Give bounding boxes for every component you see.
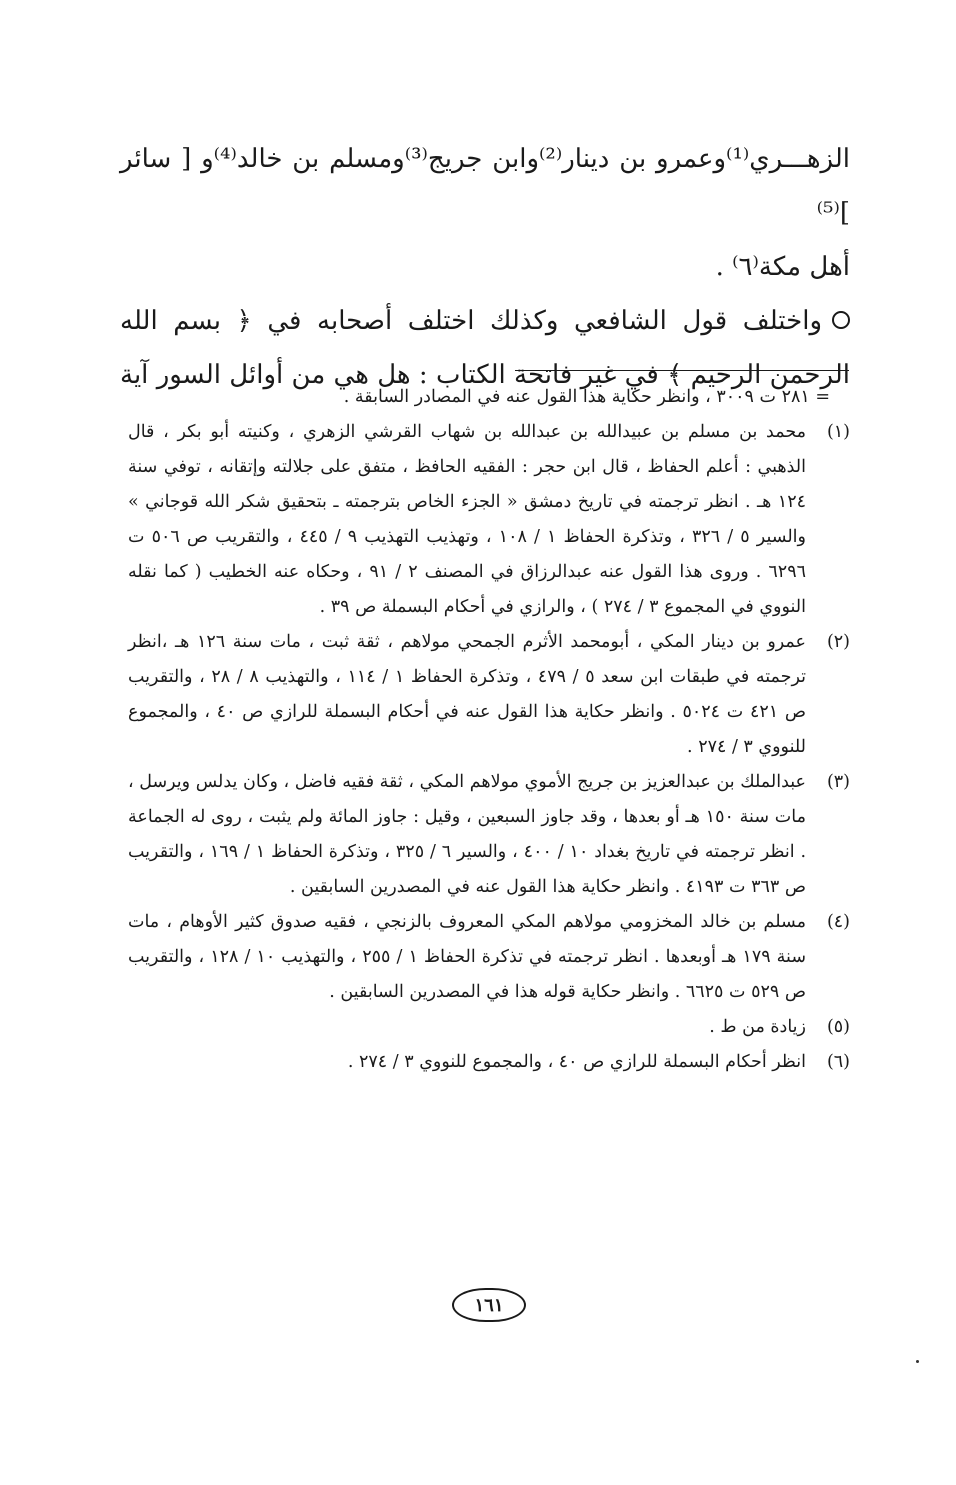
page-number [452,1288,526,1322]
footnote-5 [128,1010,850,1045]
footnote-2 [128,625,850,765]
footnote-1 [128,415,850,625]
footnote-number: (٣) [826,772,850,792]
footnote-text: عمرو بن دينار المكي ، أبومحمد الأثرم الجمحي مولاهم ، ثقة ثبت ، مات سنة ١٢٦ هـ ،انظر ترجمته في طبقات ابن سعد ٥ / ٤٧٩ ، وتذكرة الحفاظ ١ / ١١٤ ، والتهذيب ٨ / ٢٨ ، والتقريب ص ٤٢١ ت ٥٠٢٤ . وانظر حكاية هذا القول عنه في أحكام البسملة للرازي ص ٤٠ ، والمجموع للنووي ٣ / ٢٧٤ . [128,632,806,757]
footnote-continuation: = ٢٨١ ت ٣٠٠٩ ، وانظر حكاية هذا القول عنه في المصادر السابقة . [343,387,830,407]
paragraph-circle-icon [832,311,850,329]
footnote-6 [128,1045,850,1080]
footnotes [128,380,850,1080]
main-line-2: أهل مكة⁽٦⁾ . [715,252,850,282]
main-para-2-line-1: واختلف قول الشافعي وكذلك اختلف أصحابه في ﴿ بسم الله [120,306,822,336]
main-para-2-line-2: الرحمن الرحيم ﴾ في غير فاتحة الكتاب : هل هي من أوائل السور آية [120,360,850,390]
footnote-separator [515,370,849,371]
footnote-number: (١) [826,422,850,442]
footnote-number: (٢) [826,632,850,652]
page-number-text: ١٦١ [474,1294,504,1316]
main-line-1: الزهـــري⁽¹⁾وعمرو بن دينار⁽²⁾وابن جريج⁽³⁾ومسلم بن خالد⁽⁴⁾و [ سائر ]⁽⁵⁾ [120,144,851,228]
footnote-text: محمد بن مسلم بن عبيدالله بن عبدالله بن شهاب القرشي الزهري ، وكنيته أبو بكر ، قال الذهبي : أعلم الحفاظ ، قال ابن حجر : الفقيه الحافظ ، متفق على جلالته وإتقانه ، توفي سنة ١٢٤ هـ . انظر ترجمته في تاريخ دمشق « الجزء الخاص بترجمته ـ بتحقيق شكر الله قوجاني » والسير ٥ / ٣٢٦ ، وتذكرة الحفاظ ١ / ١٠٨ ، وتهذيب التهذيب ٩ / ٤٤٥ ، والتقريب ص ٥٠٦ ت ٦٢٩٦ . وروى هذا القول عنه عبدالرزاق في المصنف ٢ / ٩١ ، وحكاه عنه الخطيب ( كما نقله النووي في المجموع ٣ / ٢٧٤ ) ، والرازي في أحكام البسملة ص ٣٩ . [128,422,806,617]
scan-speck [916,1360,919,1363]
footnote-text: زيادة من ط . [709,1017,806,1037]
footnote-text: عبدالملك بن عبدالعزيز بن جريج الأموي مولاهم المكي ، ثقة فقيه فاضل ، وكان يدلس ويرسل ، مات سنة ١٥٠ هـ أو بعدها ، وقد جاوز السبعين ، وقيل : جاوز المائة ولم يثبت ، روى له الجماعة . انظر ترجمته في تاريخ بغداد ١٠ / ٤٠٠ ، والسير ٦ / ٣٢٥ ، وتذكرة الحفاظ ١ / ١٦٩ ، والتقريب ص ٣٦٣ ت ٤١٩٣ . وانظر حكاية هذا القول عنه في المصدرين السابقين . [128,772,807,897]
footnote-number: (٥) [826,1017,850,1037]
footnote-number: (٦) [826,1052,850,1072]
main-para-2 [120,294,850,348]
footnote-3 [128,765,850,905]
main-text [120,132,850,402]
footnote-text: مسلم بن خالد المخزومي مولاهم المكي المعروف بالزنجي ، فقيه صدوق كثير الأوهام ، مات سنة ١٧٩ هـ أوبعدها . انظر ترجمته في تذكرة الحفاظ ١ / ٢٥٥ ، والتهذيب ١٠ / ١٢٨ ، والتقريب ص ٥٢٩ ت ٦٦٢٥ . وانظر حكاية قوله هذا في المصدرين السابقين . [128,912,806,1002]
footnote-4 [128,905,850,1010]
footnote-number: (٤) [826,912,850,932]
footnote-text: انظر أحكام البسملة للرازي ص ٤٠ ، والمجموع للنووي ٣ / ٢٧٤ . [347,1052,806,1072]
